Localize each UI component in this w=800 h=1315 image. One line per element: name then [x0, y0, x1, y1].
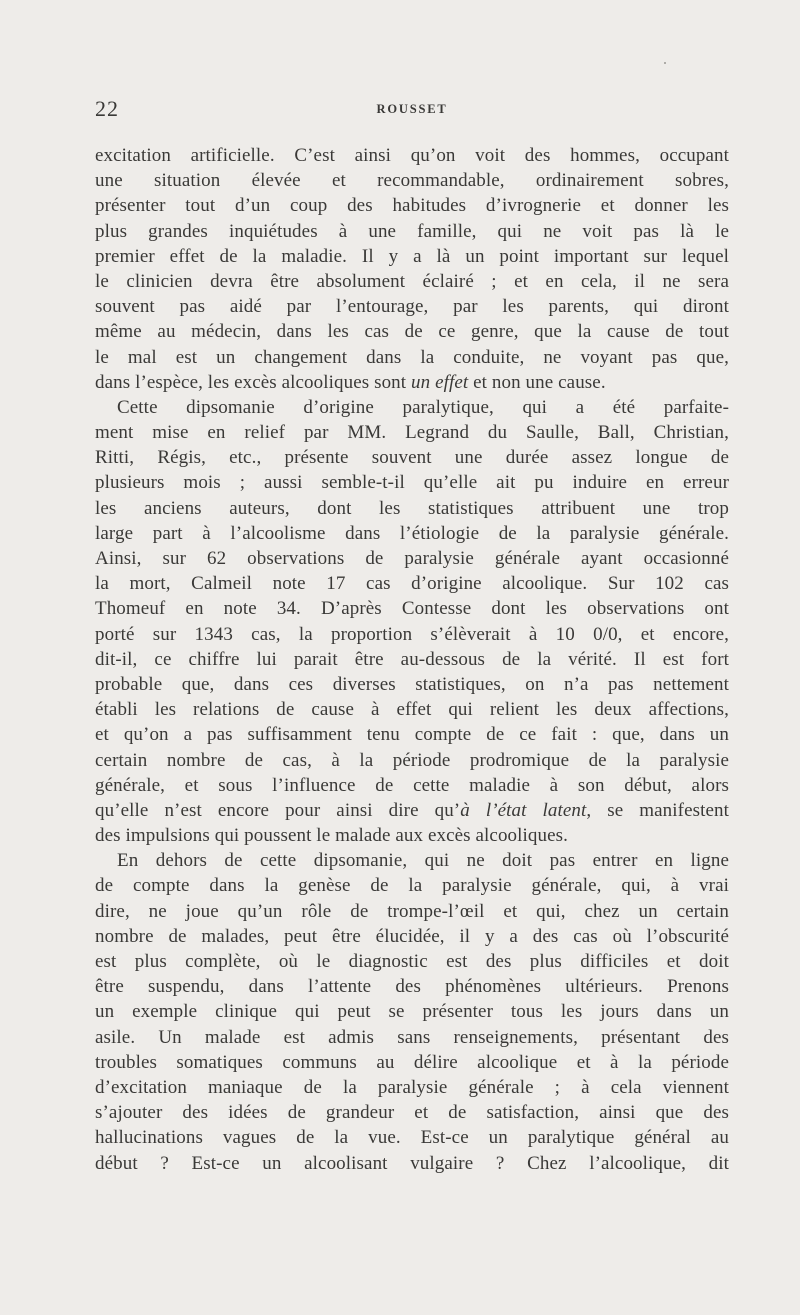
line-text: souvent pas aidé par l’entourage, par les parents, qui diront — [95, 296, 729, 318]
text-line — [95, 445, 729, 470]
line-text: troubles somatiques communs au délire alcoolique et à la période — [95, 1051, 729, 1073]
page-number: 22 — [95, 96, 119, 121]
line-text: probable que, dans ces diverses statistiques, on n’a pas nettement — [95, 673, 729, 695]
running-head: ROUSSET — [376, 102, 448, 116]
line-text: , se manifestent — [586, 799, 729, 821]
text-line — [95, 496, 729, 521]
text-line — [95, 748, 729, 773]
line-text: nombre de malades, peut être élucidée, il y a des cas où l’obscurité — [95, 925, 729, 947]
line-text: asile. Un malade est admis sans renseignements, présentant des — [95, 1026, 729, 1048]
text-line — [95, 722, 729, 747]
text-line — [95, 974, 729, 999]
line-text: dit-il, ce chiffre lui parait être au-dessous de la vérité. Il est fort — [95, 648, 729, 670]
text-line — [95, 395, 729, 420]
line-text: est plus complète, où le diagnostic est des plus difficiles et doit — [95, 951, 729, 972]
text-line — [95, 143, 729, 168]
line-text: d’excitation maniaque de la paralysie générale ; à cela viennent — [95, 1076, 729, 1098]
line-text: la mort, Calmeil note 17 cas d’origine alcoolique. Sur 102 cas — [95, 573, 729, 595]
line-text: début ? Est-ce un alcoolisant vulgaire ? Chez l’alcoolique, dit — [95, 1152, 729, 1174]
text-line — [95, 546, 729, 571]
line-text: et non une cause. — [468, 371, 606, 393]
italic-text: un effet — [411, 371, 469, 393]
line-text: le mal est un changement dans la conduite, ne voyant pas que, — [95, 346, 729, 368]
line-text: qu’elle n’est encore pour ainsi dire qu’ — [95, 799, 461, 821]
text-line — [95, 219, 729, 244]
line-text: même au médecin, dans les cas de ce genre, que la cause de tout — [95, 321, 729, 343]
line-text: être suspendu, dans l’attente des phénomènes ultérieurs. Prenons — [95, 976, 729, 998]
text-line — [95, 269, 729, 294]
line-text: Thomeuf en note 34. D’après Contesse dont les observations ont — [95, 598, 729, 620]
paper-speck — [664, 62, 666, 64]
text-line — [95, 823, 729, 848]
text-line — [95, 571, 729, 596]
text-line — [95, 697, 729, 722]
text-line — [95, 647, 729, 672]
text-line — [95, 773, 729, 798]
text-line — [95, 193, 729, 218]
text-line — [95, 319, 729, 344]
line-text: et qu’on a pas suffisamment tenu compte de ce fait : que, dans un — [95, 724, 729, 746]
text-line — [95, 899, 729, 924]
line-text: dire, ne joue qu’un rôle de trompe-l’œil et qui, chez un certain — [95, 900, 729, 922]
text-line — [95, 294, 729, 319]
line-text: premier effet de la maladie. Il y a là un point important sur lequel — [95, 245, 729, 267]
line-text: un exemple clinique qui peut se présenter tous les jours dans un — [95, 1001, 729, 1023]
line-text: des impulsions qui poussent le malade aux excès alcooliques. — [95, 825, 568, 847]
line-text: établi les relations de cause à effet qui relient les deux affections, — [95, 699, 729, 721]
line-text: large part à l’alcoolisme dans l’étiologie de la paralysie générale. — [95, 522, 729, 544]
text-line — [95, 521, 729, 546]
text-line — [95, 949, 729, 974]
line-text: le clinicien devra être absolument éclairé ; et en cela, il ne sera — [95, 270, 729, 292]
line-text: plus grandes inquiétudes à une famille, qui ne voit pas là le — [95, 220, 729, 242]
line-text: Cette dipsomanie d’origine paralytique, qui a été parfaite- — [117, 396, 729, 418]
text-line — [95, 1125, 729, 1150]
text-line — [95, 873, 729, 898]
line-text: porté sur 1343 cas, la proportion s’élèverait à 10 0/0, et encore, — [95, 623, 729, 645]
text-line — [95, 420, 729, 445]
text-line — [95, 1025, 729, 1050]
text-line — [95, 470, 729, 495]
text-line — [95, 924, 729, 949]
text-line — [95, 244, 729, 269]
line-text: dans l’espèce, les excès alcooliques sont — [95, 371, 412, 393]
line-text: Ritti, Régis, etc., présente souvent une durée assez longue de — [95, 447, 729, 469]
line-text: présenter tout d’un coup des habitudes d’ivrognerie et donner les — [95, 195, 729, 217]
body-text — [95, 143, 729, 1176]
text-line — [95, 596, 729, 621]
text-line — [95, 370, 729, 395]
text-line — [95, 1151, 729, 1176]
italic-text: à l’état latent — [460, 799, 587, 821]
line-text: certain nombre de cas, à la période prodromique de la paralysie — [95, 749, 729, 771]
line-text: les anciens auteurs, dont les statistiques attribuent une trop — [95, 497, 729, 519]
text-line — [95, 345, 729, 370]
line-text: hallucinations vagues de la vue. Est-ce un paralytique général au — [95, 1127, 729, 1149]
line-text: plusieurs mois ; aussi semble-t-il qu’elle ait pu induire en erreur — [95, 472, 729, 494]
text-line — [95, 848, 729, 873]
line-text: s’ajouter des idées de grandeur et de satisfaction, ainsi que des — [95, 1102, 729, 1124]
line-text: excitation artificielle. C’est ainsi qu’on voit des hommes, occupant — [95, 145, 729, 166]
line-text: de compte dans la genèse de la paralysie générale, qui, à vrai — [95, 875, 729, 897]
line-text: En dehors de cette dipsomanie, qui ne doit pas entrer en ligne — [117, 850, 729, 872]
line-text: Ainsi, sur 62 observations de paralysie générale ayant occasionné — [95, 548, 729, 569]
text-line — [95, 798, 729, 823]
line-text: générale, et sous l’influence de cette maladie à son début, alors — [95, 774, 729, 796]
text-line — [95, 622, 729, 647]
text-line — [95, 1075, 729, 1100]
text-line — [95, 1050, 729, 1075]
page-header — [95, 96, 729, 126]
line-text: ment mise en relief par MM. Legrand du Saulle, Ball, Christian, — [95, 422, 729, 444]
text-line — [95, 672, 729, 697]
line-text: une situation élevée et recommandable, ordinairement sobres, — [95, 170, 729, 192]
text-line — [95, 1100, 729, 1125]
text-line — [95, 999, 729, 1024]
text-line — [95, 168, 729, 193]
